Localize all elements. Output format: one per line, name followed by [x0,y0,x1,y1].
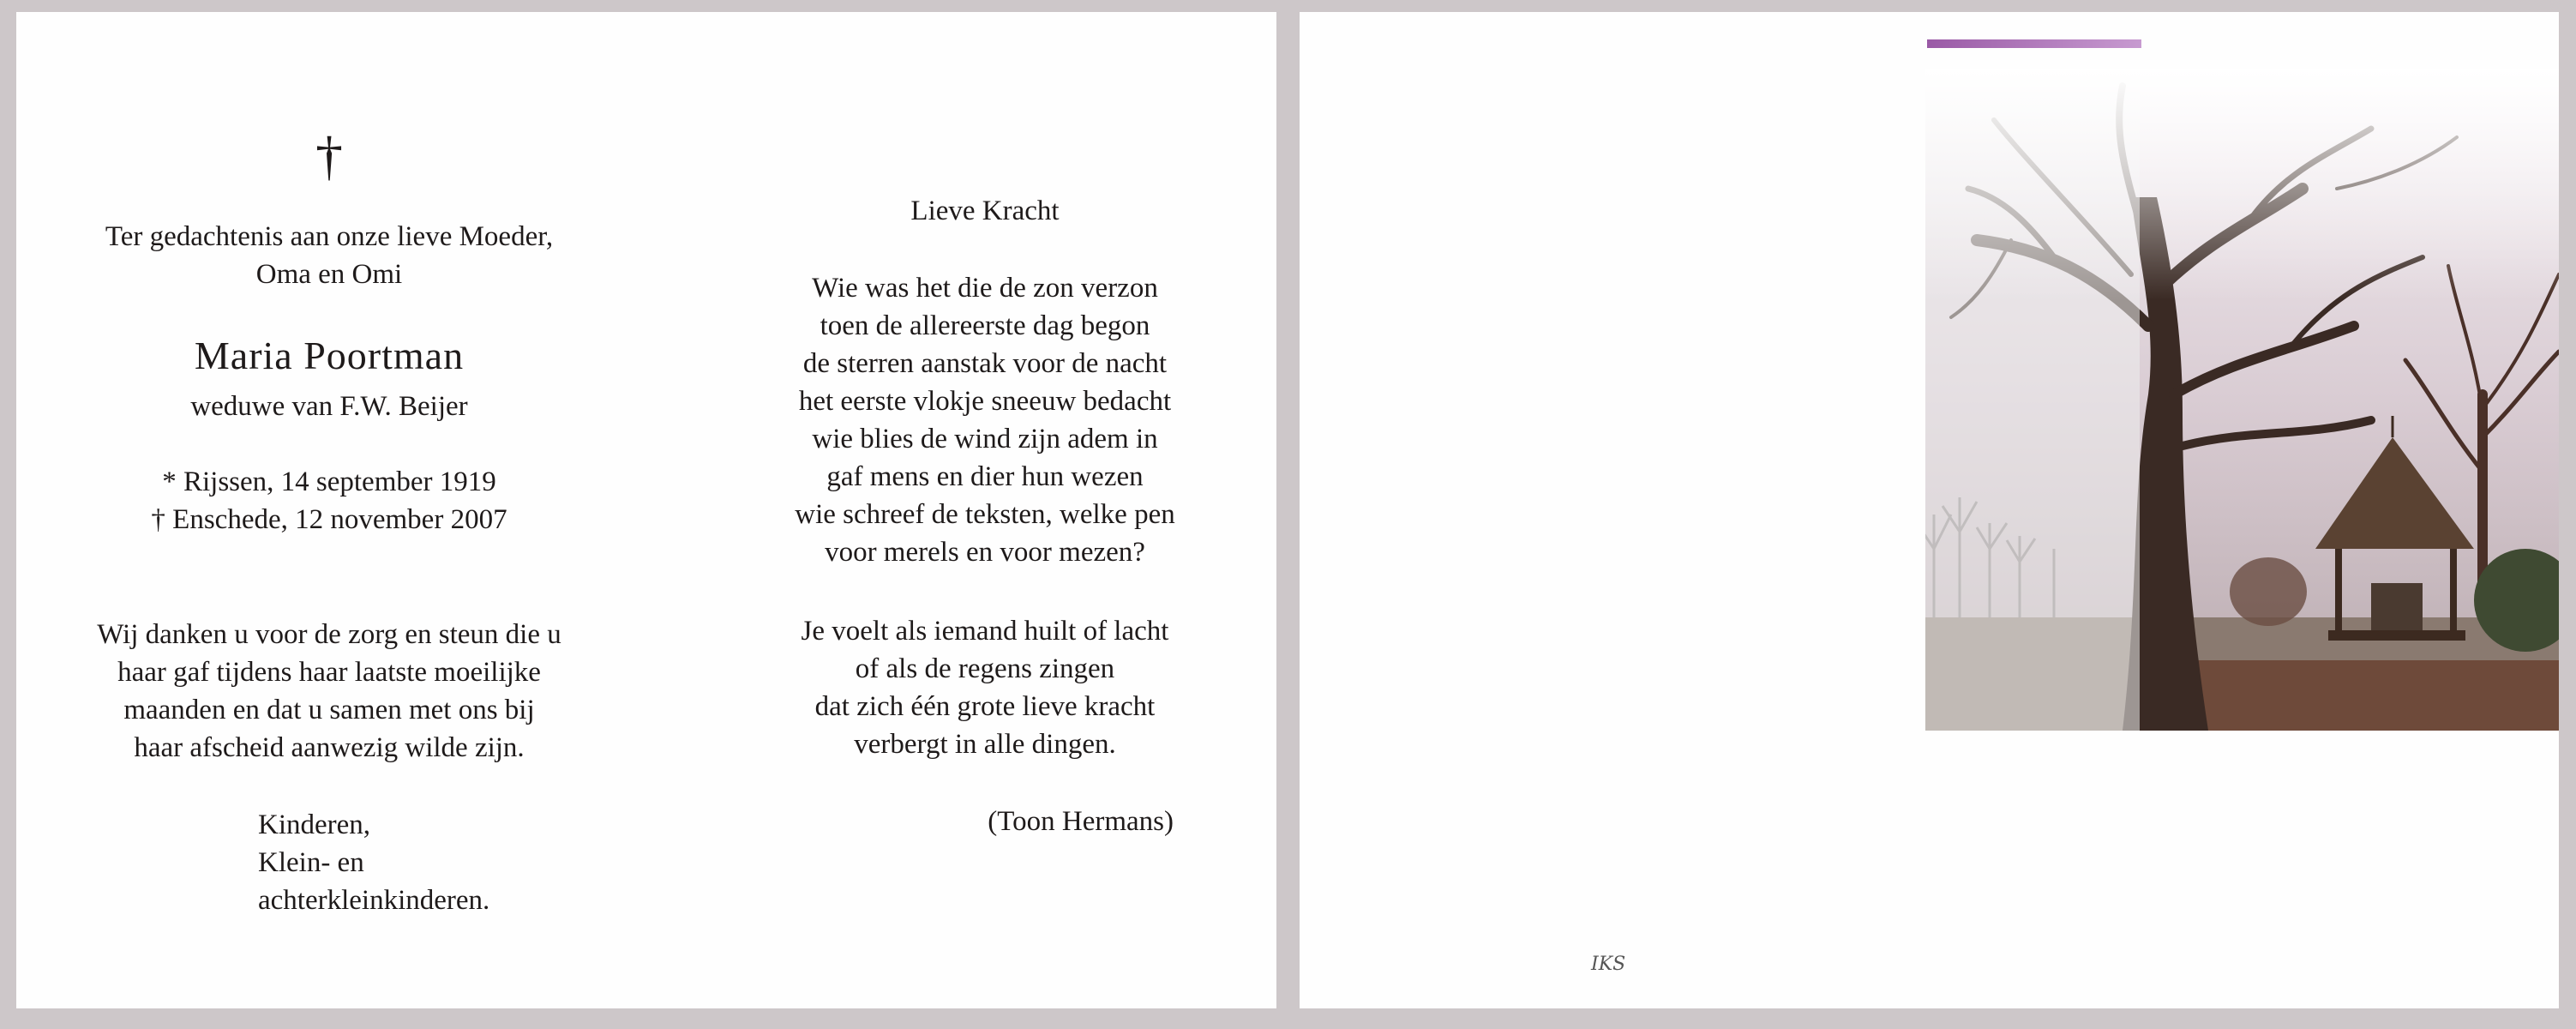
card-inside-left-page [16,12,1276,1008]
poem-title: Lieve Kracht [910,196,1060,226]
death-line: † Enschede, 12 november 2007 [151,504,507,535]
poem-line: het eerste vlokje sneeuw bedacht [798,386,1172,417]
thanks-line-4: haar afscheid aanwezig wilde zijn. [134,732,525,763]
cross-icon: † [315,125,343,186]
thanks-line-1: Wij danken u voor de zorg en steun die u [97,619,561,650]
poem-author: (Toon Hermans) [988,806,1174,837]
signature-line-2: Klein- en [258,847,364,878]
accent-bar [1927,39,2141,48]
poem-line: toen de allereerste dag begon [820,310,1150,341]
printer-mark: IKS [1591,954,1626,975]
poem-line: Je voelt als iemand huilt of lacht [801,616,1169,647]
thanks-line-2: haar gaf tijdens haar laatste moeilijke [117,657,541,688]
memorial-line-2: Oma en Omi [255,259,403,290]
widow-of-line: weduwe van F.W. Beijer [190,391,468,422]
poem-line: dat zich één grote lieve kracht [814,691,1156,722]
signature-line-3: achterkleinkinderen. [258,885,490,916]
deceased-name: Maria Poortman [194,334,465,377]
birth-line: * Rijssen, 14 september 1919 [162,466,496,497]
poem-line: voor merels en voor mezen? [825,537,1145,568]
poem-line: of als de regens zingen [855,653,1115,684]
tree-and-bell-tower-photo [1925,69,2559,731]
signature-line-1: Kinderen, [258,809,371,840]
poem-line: gaf mens en dier hun wezen [826,461,1144,492]
poem-line: Wie was het die de zon verzon [812,273,1158,304]
memorial-line-1: Ter gedachtenis aan onze lieve Moeder, [105,221,554,252]
poem-line: verbergt in alle dingen. [854,729,1116,760]
card-inside-right-page [1300,12,2559,1008]
poem-line: wie blies de wind zijn adem in [812,424,1158,454]
thanks-line-3: maanden en dat u samen met ons bij [123,695,535,725]
poem-line: wie schreef de teksten, welke pen [795,499,1175,530]
poem-line: de sterren aanstak voor de nacht [802,348,1168,379]
